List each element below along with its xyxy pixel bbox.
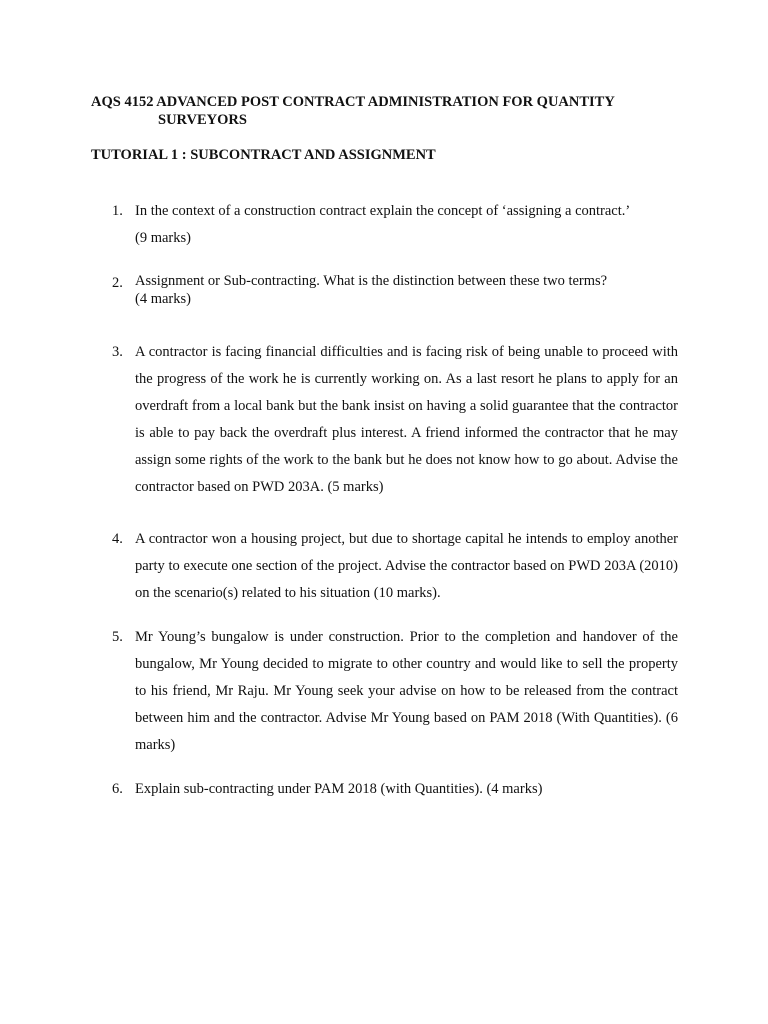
question-number: 5.	[112, 629, 123, 645]
question-2	[112, 270, 678, 308]
question-6	[112, 776, 678, 803]
question-text	[135, 270, 678, 308]
question-5	[112, 624, 678, 759]
course-title-line2: SURVEYORS	[158, 112, 247, 128]
question-text	[135, 198, 678, 252]
course-title	[91, 93, 691, 129]
question-body: In the context of a construction contract explain the concept of ‘assigning a contract.’	[135, 203, 631, 219]
question-marks: (4 marks)	[135, 291, 191, 307]
question-number: 6.	[112, 781, 123, 797]
tutorial-heading: TUTORIAL 1 : SUBCONTRACT AND ASSIGNMENT	[91, 147, 436, 163]
question-text: A contractor is facing financial difficulties and is facing risk of being unable to proceed with the progress of the work he is currently working on. As a last resort he plans to apply for an overdraft from a local bank but the bank insist on having a solid guarantee that the contractor is able to pay back the overdraft plus interest. A friend informed the contractor that he may assign some rights of the work to the bank but he does not know how to go about. Advise the contractor based on PWD 203A. (5 marks)	[135, 344, 678, 495]
question-4	[112, 526, 678, 607]
question-number: 4.	[112, 531, 123, 547]
question-number: 2.	[112, 275, 123, 291]
question-number: 3.	[112, 344, 123, 360]
question-text: A contractor won a housing project, but due to shortage capital he intends to employ another party to execute one section of the project. Advise the contractor based on PWD 203A (2010) on the scenario(s) related to his situation (10 marks).	[135, 531, 678, 601]
question-text: Mr Young’s bungalow is under construction. Prior to the completion and handover of the bungalow, Mr Young decided to migrate to other country and would like to sell the property to his friend, Mr Raju. Mr Young seek your advise on how to be released from the contract between him and the contractor. Advise Mr Young based on PAM 2018 (With Quantities). (6 marks)	[135, 629, 678, 753]
course-title-line1: AQS 4152 ADVANCED POST CONTRACT ADMINISTRATION FOR QUANTITY	[91, 94, 615, 110]
question-text: Explain sub-contracting under PAM 2018 (with Quantities). (4 marks)	[135, 781, 543, 797]
question-1	[112, 198, 678, 252]
question-3	[112, 339, 678, 501]
question-number: 1.	[112, 203, 123, 219]
question-body: Assignment or Sub-contracting. What is the distinction between these two terms?	[135, 273, 608, 289]
question-marks: (9 marks)	[135, 230, 191, 246]
